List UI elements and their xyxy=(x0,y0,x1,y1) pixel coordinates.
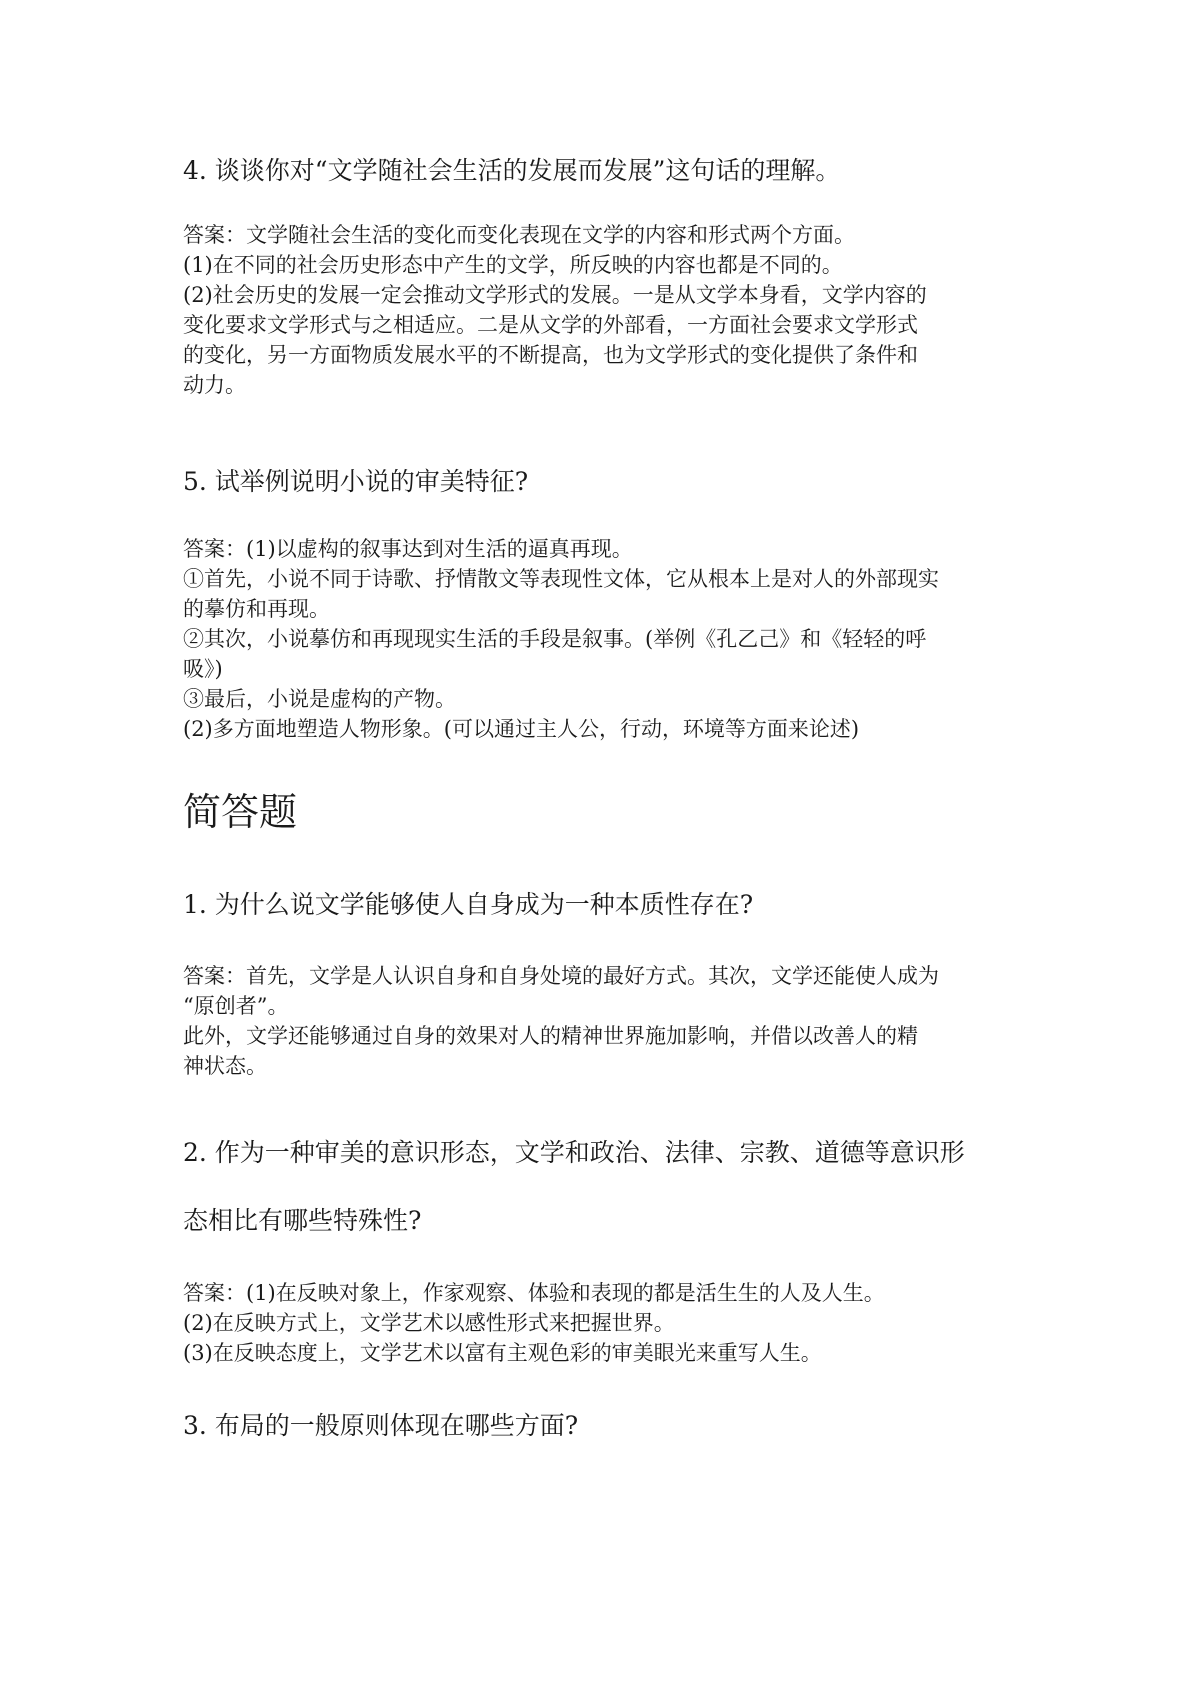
question-5-answer xyxy=(183,534,1023,744)
short-answer-3-title: 3. 布局的一般原则体现在哪些方面? xyxy=(183,1411,579,1440)
question-4-title: 4. 谈谈你对“文学随社会生活的发展而发展”这句话的理解。 xyxy=(183,156,841,185)
question-5-title: 5. 试举例说明小说的审美特征? xyxy=(183,467,529,496)
answer-line: 动力。 xyxy=(183,373,246,397)
short-answer-1-answer xyxy=(183,961,1023,1081)
short-answer-2-answer xyxy=(183,1278,1023,1368)
section-title: 简答题 xyxy=(183,790,298,834)
answer-line: ②其次，小说摹仿和再现现实生活的手段是叙事。(举例《孔乙己》和《轻轻的呼 xyxy=(183,627,927,651)
answer-line: ①首先，小说不同于诗歌、抒情散文等表现性文体，它从根本上是对人的外部现实 xyxy=(183,567,939,591)
answer-line: 答案：(1)以虚构的叙事达到对生活的逼真再现。 xyxy=(183,537,633,561)
short-answer-2-title-line2: 态相比有哪些特殊性? xyxy=(183,1206,422,1235)
answer-line: 答案：(1)在反映对象上，作家观察、体验和表现的都是活生生的人及人生。 xyxy=(183,1281,885,1305)
short-answer-1-title: 1. 为什么说文学能够使人自身成为一种本质性存在? xyxy=(183,890,754,919)
answer-line: 答案：首先，文学是人认识自身和自身处境的最好方式。其次，文学还能使人成为 xyxy=(183,964,939,988)
answer-line: ③最后，小说是虚构的产物。 xyxy=(183,687,456,711)
answer-line: 此外，文学还能够通过自身的效果对人的精神世界施加影响，并借以改善人的精 xyxy=(183,1024,918,1048)
question-4-answer xyxy=(183,220,1023,400)
answer-line: “原创者”。 xyxy=(183,994,289,1018)
answer-line: (1)在不同的社会历史形态中产生的文学，所反映的内容也都是不同的。 xyxy=(183,253,843,277)
answer-line: 变化要求文学形式与之相适应。二是从文学的外部看，一方面社会要求文学形式 xyxy=(183,313,918,337)
answer-line: 的变化，另一方面物质发展水平的不断提高，也为文学形式的变化提供了条件和 xyxy=(183,343,918,367)
answer-line: (3)在反映态度上，文学艺术以富有主观色彩的审美眼光来重写人生。 xyxy=(183,1341,822,1365)
answer-line: (2)社会历史的发展一定会推动文学形式的发展。一是从文学本身看，文学内容的 xyxy=(183,283,927,307)
short-answer-2-title-line1: 2. 作为一种审美的意识形态，文学和政治、法律、宗教、道德等意识形 xyxy=(183,1138,965,1167)
answer-line: 神状态。 xyxy=(183,1054,267,1078)
answer-line: 的摹仿和再现。 xyxy=(183,597,330,621)
answer-line: (2)在反映方式上，文学艺术以感性形式来把握世界。 xyxy=(183,1311,675,1335)
answer-line: (2)多方面地塑造人物形象。(可以通过主人公，行动，环境等方面来论述) xyxy=(183,717,860,741)
answer-line: 答案：文学随社会生活的变化而变化表现在文学的内容和形式两个方面。 xyxy=(183,223,855,247)
answer-line: 吸》) xyxy=(183,657,223,681)
